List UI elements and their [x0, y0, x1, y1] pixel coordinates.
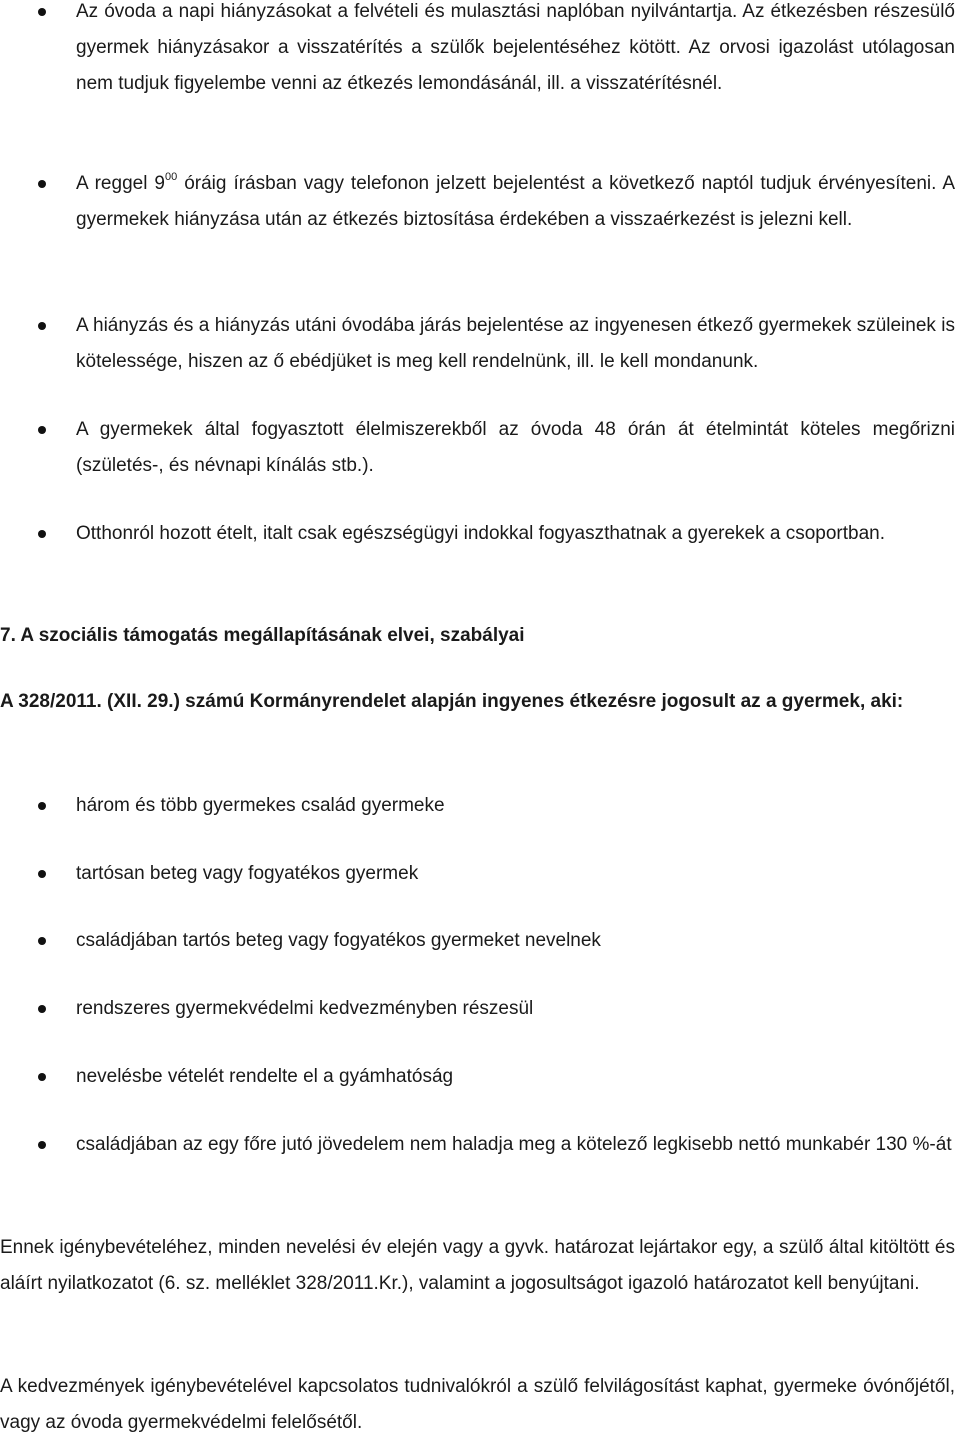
list-item-text: családjában az egy főre jutó jövedelem nem haladja meg a kötelező legkisebb nettó munkabér 130 %-át	[76, 1134, 952, 1155]
list-item-text: nevelésbe vételét rendelte el a gyámhatóság	[76, 1066, 454, 1087]
list-item-text: tartósan beteg vagy fogyatékos gyermek	[76, 863, 419, 884]
list-item-text: rendszeres gyermekvédelmi kedvezményben részesül	[76, 998, 534, 1019]
list-item-text	[76, 166, 955, 238]
bullet-icon	[38, 937, 46, 945]
list-item-text: családjában tartós beteg vagy fogyatékos gyermeket nevelnek	[76, 930, 601, 951]
bullet-icon	[38, 322, 46, 330]
bullet-icon	[38, 8, 46, 16]
text-segment: A reggel 9	[76, 173, 165, 194]
section-heading: 7. A szociális támogatás megállapításának elvei, szabályai	[0, 625, 525, 646]
list-item-text: A hiányzás és a hiányzás utáni óvodába járás bejelentése az ingyenesen étkező gyermekek szüleinek is kötelessége, hiszen az ő ebédjüket is meg kell rendelnünk, ill. le kell mondanunk.	[76, 315, 955, 372]
bullet-icon	[38, 530, 46, 538]
list-item-text: Az óvoda a napi hiányzásokat a felvételi és mulasztási naplóban nyilvántartja. Az étkezésben részesülő gyermek hiányzásakor a visszatérítés a szülők bejelentéséhez kötött. Az orvosi igazolást utólagosan nem tudjuk figyelembe venni az étkezés lemondásánál, ill. a visszatérítésnél.	[76, 1, 955, 94]
bullet-icon	[38, 802, 46, 810]
regulation-intro: A 328/2011. (XII. 29.) számú Kormányrendelet alapján ingyenes étkezésre jogosult az a gyermek, aki:	[0, 691, 904, 712]
bullet-icon	[38, 1073, 46, 1081]
list-item-text: A gyermekek által fogyasztott élelmiszerekből az óvoda 48 órán át ételmintát köteles megőrizni (születés-, és névnapi kínálás stb.).	[76, 419, 955, 476]
bullet-icon	[38, 180, 46, 188]
list-item-text: három és több gyermekes család gyermeke	[76, 795, 445, 816]
paragraph-claim: Ennek igénybevételéhez, minden nevelési év elején vagy a gyvk. határozat lejártakor egy, a szülő által kitöltött és aláírt nyilatkozatot (6. sz. melléklet 328/2011.Kr.), valamint a jogosultságot igazoló határozatot kell benyújtani.	[0, 1237, 955, 1294]
text-segment: óráig írásban vagy telefonon jelzett bejelentést a következő naptól tudjuk érvényesíteni. A gyermekek hiányzása után az étkezés biztosítása érdekében a visszaérkezést is jelezni kell.	[76, 173, 955, 230]
bullet-icon	[38, 870, 46, 878]
bullet-icon	[38, 426, 46, 434]
paragraph-info: A kedvezmények igénybevételével kapcsolatos tudnivalókról a szülő felvilágosítást kaphat, gyermeke óvónőjétől, vagy az óvoda gyermekvédelmi felelősétől.	[0, 1376, 955, 1433]
superscript: 00	[164, 171, 178, 183]
list-item-text: Otthonról hozott ételt, italt csak egészségügyi indokkal fogyaszthatnak a gyerekek a csoportban.	[76, 523, 886, 544]
bullet-icon	[38, 1005, 46, 1013]
bullet-icon	[38, 1141, 46, 1149]
